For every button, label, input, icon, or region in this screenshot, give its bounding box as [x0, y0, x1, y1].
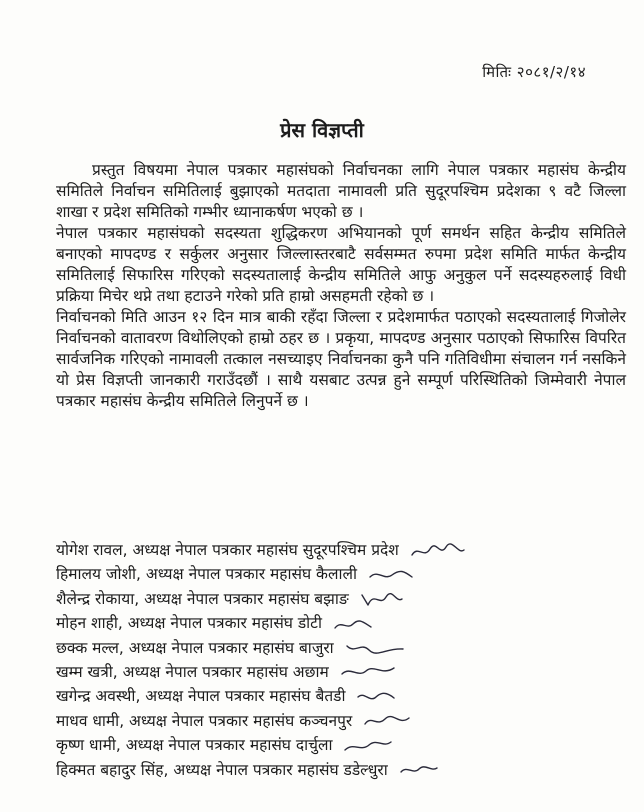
signatory-name: कृष्ण धामी, अध्यक्ष नेपाल पत्रकार महासंघ दार्चुला: [56, 736, 333, 755]
signatory-row: [56, 758, 616, 782]
signature-mark: [410, 541, 466, 561]
signatory-row: [56, 562, 616, 586]
signature-mark: [356, 687, 396, 707]
signatory-name: हिक्मत बहादुर सिंह, अध्यक्ष नेपाल पत्रकार महासंघ डडेल्धुरा: [56, 760, 388, 779]
paragraph-membership: नेपाल पत्रकार महासंघको सदस्यता शुद्धिकरण अभियानको पूर्ण समर्थन सहित केन्द्रीय समितिले बनाएको मापदण्ड र सर्कुलर अनुसार जिल्लास्तरबाटै सर्वसम्मत रुपमा प्रदेश समिति मार्फत केन्द्रीय समितिलाई सिफारिस गरिएको सदस्यतालाई केन्द्रीय समितिले आफु अनुकुल पर्ने सदस्यहरुलाई विधी प्रक्रिया मिचेर थप्ने तथा हटाउने गरेको प्रति हाम्रो असहमती रहेको छ ।: [56, 224, 626, 305]
signatory-row: [56, 611, 616, 635]
signatory-name: खम्म खत्री, अध्यक्ष नेपाल पत्रकार महासंघ अछाम: [56, 662, 329, 681]
signatory-row: [56, 709, 616, 733]
signature-mark: [363, 711, 411, 731]
signatory-name: योगेश रावल, अध्यक्ष नेपाल पत्रकार महासंघ सुदूरपश्चिम प्रदेश: [56, 541, 399, 559]
signatory-row: [56, 660, 616, 684]
paragraph-intro: प्रस्तुत विषयमा नेपाल पत्रकार महासंघको निर्वाचनका लागि नेपाल पत्रकार महासंघ केन्द्रीय समितिले निर्वाचन समितिलाई बुझाएको मतदाता नामावली प्रति सुदूरपश्चिम प्रदेशका ९ वटै जिल्ला शाखा र प्रदेश समितिको गम्भीर ध्यानाकर्षण भएको छ ।: [56, 161, 626, 221]
signatory-row: [56, 636, 616, 660]
signature-mark: [340, 662, 396, 682]
signatory-name: मोहन शाही, अध्यक्ष नेपाल पत्रकार महासंघ डोटी: [56, 614, 323, 633]
signature-mark: [399, 760, 439, 780]
document-title: प्रेस विज्ञप्ती: [280, 118, 364, 142]
signatory-name: छक्क मल्ल, अध्यक्ष नेपाल पत्रकार महासंघ बाजुरा: [56, 638, 334, 657]
signatory-row: [56, 733, 616, 757]
signatory-row: [56, 538, 616, 562]
signatory-row: [56, 684, 616, 708]
release-body: [56, 160, 626, 412]
signatory-list: [56, 538, 616, 782]
signatory-name: हिमालय जोशी, अध्यक्ष नेपाल पत्रकार महासंघ कैलाली: [56, 565, 358, 584]
signatory-name: शैलेन्द्र रोकाया, अध्यक्ष नेपाल पत्रकार महासंघ बझाङ: [56, 589, 349, 608]
signatory-name: माधव धामी, अध्यक्ष नेपाल पत्रकार महासंघ कञ्चनपुर: [56, 711, 353, 730]
release-date: मितिः २०८१/२/१४: [482, 63, 586, 81]
signature-mark: [368, 565, 414, 585]
signatory-row: [56, 587, 616, 611]
signature-mark: [333, 614, 373, 634]
signature-mark: [345, 638, 405, 658]
signature-mark: [360, 589, 404, 609]
signatory-name: खगेन्द्र अवस्थी, अध्यक्ष नेपाल पत्रकार महासंघ बैतडी: [56, 687, 346, 706]
paragraph-election: निर्वाचनको मिति आउन १२ दिन मात्र बाकी रहँदा जिल्ला र प्रदेशमार्फत पठाएको सदस्यतालाई गिजोलेर निर्वाचनको वातावरण विथोलिएको हाम्रो ठहर छ । प्रकृया, मापदण्ड अनुसार पठाएको सिफारिस विपरित सार्वजनिक गरिएको नामावली तत्काल नसच्याइए निर्वाचनका कुनै पनि गतिविधीमा संचालन गर्न नसकिने यो प्रेस विज्ञप्ती जानकारी गराउँदछौं । साथै यसबाट उत्पन्न हुने सम्पूर्ण परिस्थितिको जिम्मेवारी नेपाल पत्रकार महासंघ केन्द्रीय समितिले लिनुपर्ने छ ।: [56, 308, 626, 410]
signature-mark: [343, 736, 393, 756]
